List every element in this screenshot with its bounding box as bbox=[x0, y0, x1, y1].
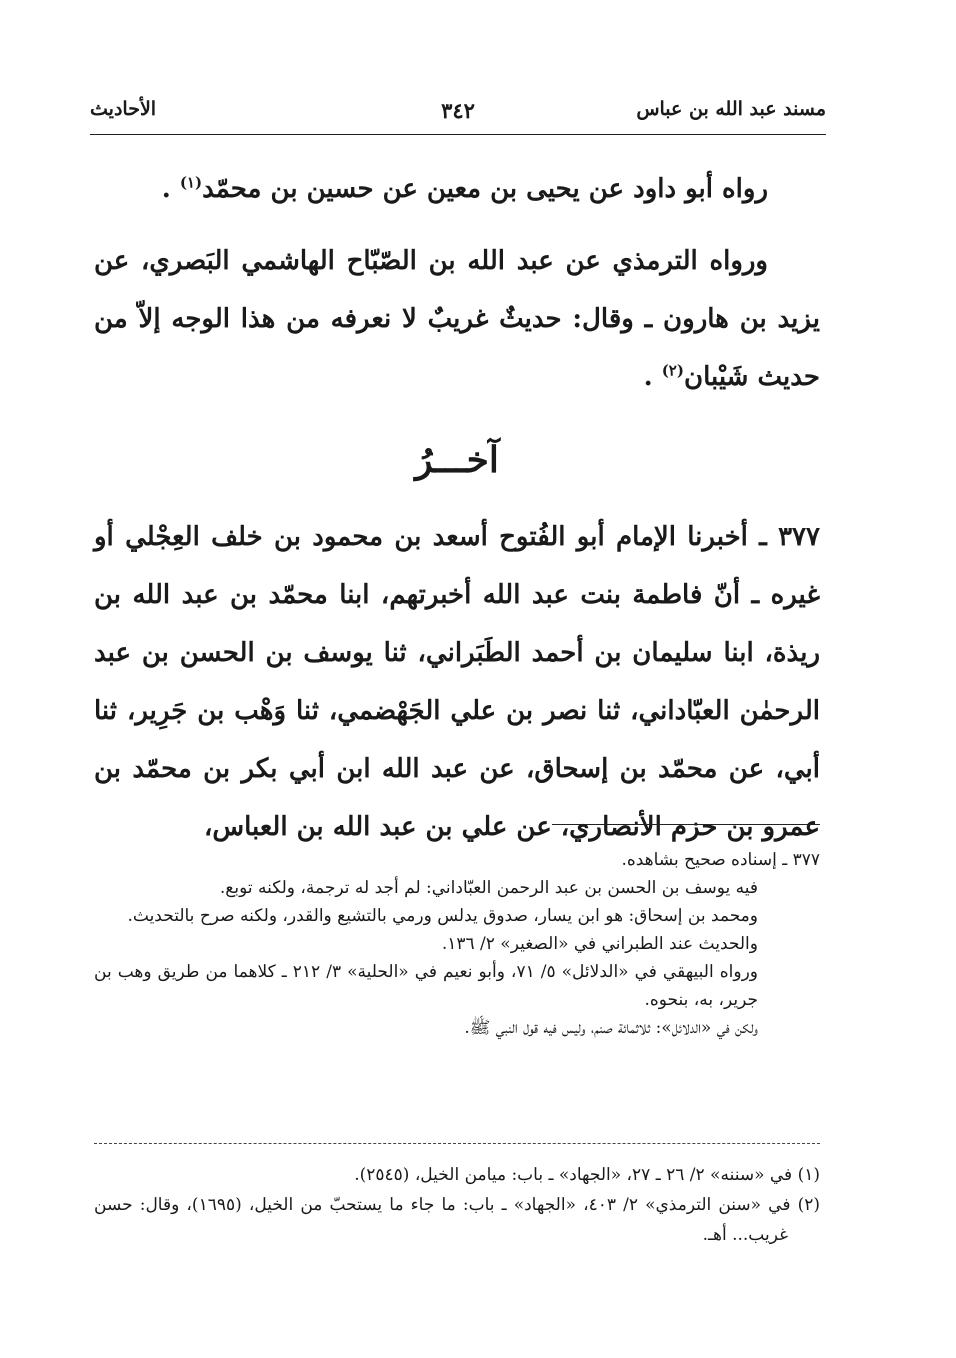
note-line: ولكن في «الدلائل»: ثلاثمائة صنم، وليس فيه قول النبي ﷺ. bbox=[464, 1018, 758, 1038]
book-title: مسند عبد الله بن عباس bbox=[636, 98, 826, 120]
section-title: آخـــرُ bbox=[415, 439, 499, 481]
paragraph-1-text: رواه أبو داود عن يحيى بن معين عن حسين بن محمّد bbox=[202, 174, 768, 204]
note-line: والحديث عند الطبراني في «الصغير» ٢/ ١٣٦. bbox=[441, 934, 758, 954]
main-text bbox=[94, 160, 820, 856]
paragraph-1-tail: . bbox=[161, 174, 180, 204]
note-heading: ٣٧٧ ـ إسناده صحيح بشاهده. bbox=[621, 850, 820, 870]
section-name: الأحاديث bbox=[90, 98, 157, 120]
commentary-notes bbox=[94, 846, 820, 1042]
page-number: ٣٤٢ bbox=[441, 98, 475, 123]
hadith-377: ٣٧٧ ـ أخبرنا الإمام أبو الفُتوح أسعد بن محمود بن خلف العِجْلي أو غيره ـ أنّ فاطمة بنت عبد الله أخبرتهم، ابنا محمّد بن عبد الله بن ريذة، ابنا سليمان بن أحمد الطَبَراني، ثنا يوسف بن الحسن بن عبد الرحمٰن العبّاداني، ثنا نصر بن علي الجَهْضمي، ثنا وَهْب بن جَرِير، ثنا أبي، عن محمّد بن إسحاق، عن عبد الله ابن أبي بكر بن محمّد بن عمرو بن حزم الأنصاري، عن علي بن عبد الله بن العباس، bbox=[94, 522, 820, 842]
footnotes bbox=[94, 1160, 820, 1250]
page-header bbox=[90, 98, 826, 138]
paragraph-2 bbox=[94, 232, 820, 406]
footnote-ref-2: (٢) bbox=[661, 361, 684, 380]
note-line: ومحمد بن إسحاق: هو ابن يسار، صدوق يدلس ورمي بالتشيع والقدر، ولكنه صرح بالتحديث. bbox=[127, 906, 758, 926]
footnote-ref-1: (١) bbox=[179, 173, 203, 192]
note-line: فيه يوسف بن الحسن بن عبد الرحمن العبّاداني: لم أجد له ترجمة، ولكنه توبع. bbox=[219, 878, 758, 898]
note-line: ورواه البيهقي في «الدلائل» ٥/ ٧١، وأبو نعيم في «الحلية» ٣/ ٢١٢ ـ كلاهما من طريق وهب بن جرير، به، بنحوه. bbox=[94, 962, 758, 1010]
footnote-separator bbox=[94, 1143, 820, 1144]
paragraph-2-text: ورواه الترمذي عن عبد الله بن الصّبّاح الهاشمي البَصري، عن يزيد بن هارون ـ وقال: حديثٌ غريبٌ لا نعرفه من هذا الوجه إلاّ من حديث شَيْبان bbox=[94, 246, 820, 392]
footnote-1: (١) في «سننه» ٢/ ٢٦ ـ ٢٧، «الجهاد» ـ باب: ميامن الخيل، (٢٥٤٥). bbox=[354, 1165, 820, 1185]
header-rule bbox=[90, 134, 826, 135]
paragraph-2-tail: . bbox=[643, 362, 662, 392]
notes-rule bbox=[552, 824, 820, 825]
footnote-2: (٢) في «سنن الترمذي» ٢/ ٤٠٣، «الجهاد» ـ باب: ما جاء ما يستحبّ من الخيل، (١٦٩٥)، وقال: حسن غريب... أهـ. bbox=[94, 1195, 820, 1245]
paragraph-1 bbox=[94, 160, 820, 218]
